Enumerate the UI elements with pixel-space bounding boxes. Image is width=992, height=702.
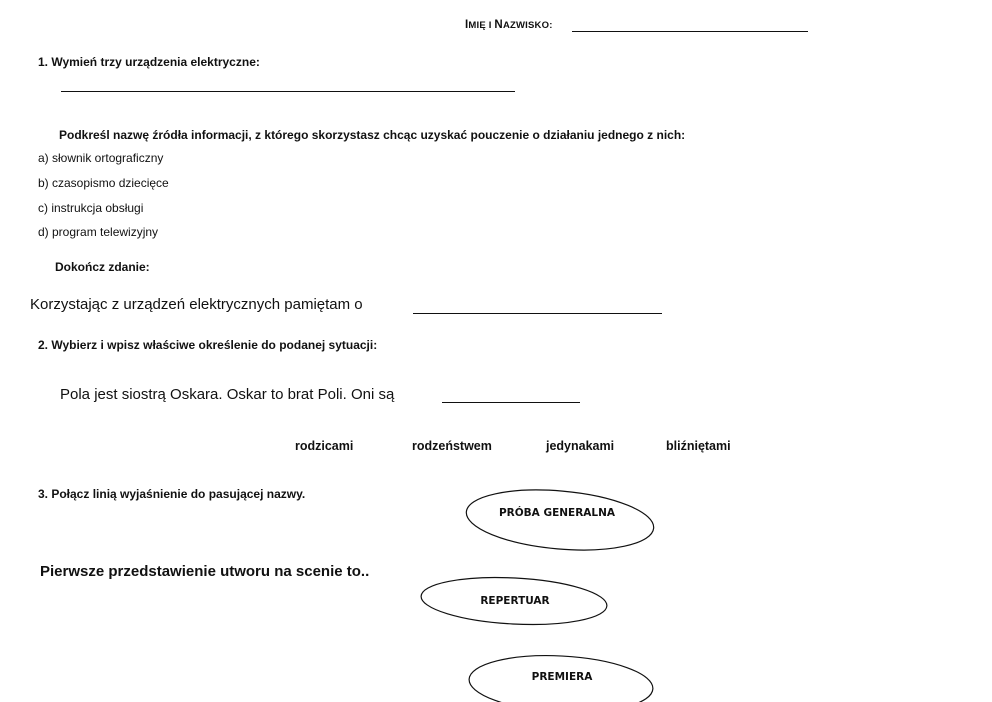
q1-option-d[interactable]: d) program telewizyjny — [38, 225, 159, 239]
q2-sentence: Pola jest siostrą Oskara. Oskar to brat Poli. Oni są — [60, 386, 395, 403]
q1-sub-instruction: Podkreśl nazwę źródła informacji, z którego skorzystasz chcąc uzyskać pouczenie o działaniu jednego z nich: — [59, 128, 686, 142]
q2-title: 2. Wybierz i wpisz właściwe określenie do podanej sytuacji: — [38, 338, 378, 352]
name-label-part: MIĘ I — [468, 20, 495, 31]
q2-choice-blizietami[interactable]: bliźniętami — [666, 439, 731, 453]
ellipse-proba-generalna[interactable] — [464, 483, 656, 557]
q1-title: 1. Wymień trzy urządzenia elektryczne: — [38, 55, 260, 69]
ellipse-label-proba-generalna: PRÓBA GENERALNA — [498, 507, 616, 519]
ellipse-label-repertuar: REPERTUAR — [480, 595, 550, 607]
q1-option-c[interactable]: c) instrukcja obsługi — [38, 201, 144, 215]
ellipse-repertuar[interactable] — [420, 573, 608, 629]
q1-option-a[interactable]: a) słownik ortograficzny — [38, 151, 164, 165]
q1-complete-label: Dokończ zdanie: — [55, 260, 150, 274]
q3-title: 3. Połącz linią wyjaśnienie do pasującej nazwy. — [38, 487, 306, 501]
q1-sentence: Korzystając z urządzeń elektrycznych pamiętam o — [30, 296, 363, 313]
surname-label-part: AZWISKO: — [502, 20, 553, 31]
q2-choice-jedynakami[interactable]: jedynakami — [546, 439, 615, 453]
surname-label-initial: N — [494, 19, 503, 31]
q3-sentence: Pierwsze przedstawienie utworu na scenie to.. — [40, 563, 370, 580]
q1-option-b[interactable]: b) czasopismo dziecięce — [38, 176, 169, 190]
ellipse-premiera[interactable] — [468, 651, 655, 702]
name-label-initial: I — [465, 19, 469, 31]
ellipse-label-premiera: PREMIERA — [531, 671, 593, 683]
q2-choice-rodzenstwem[interactable]: rodzeństwem — [412, 439, 492, 453]
q2-choice-rodzicami[interactable]: rodzicami — [295, 439, 354, 453]
